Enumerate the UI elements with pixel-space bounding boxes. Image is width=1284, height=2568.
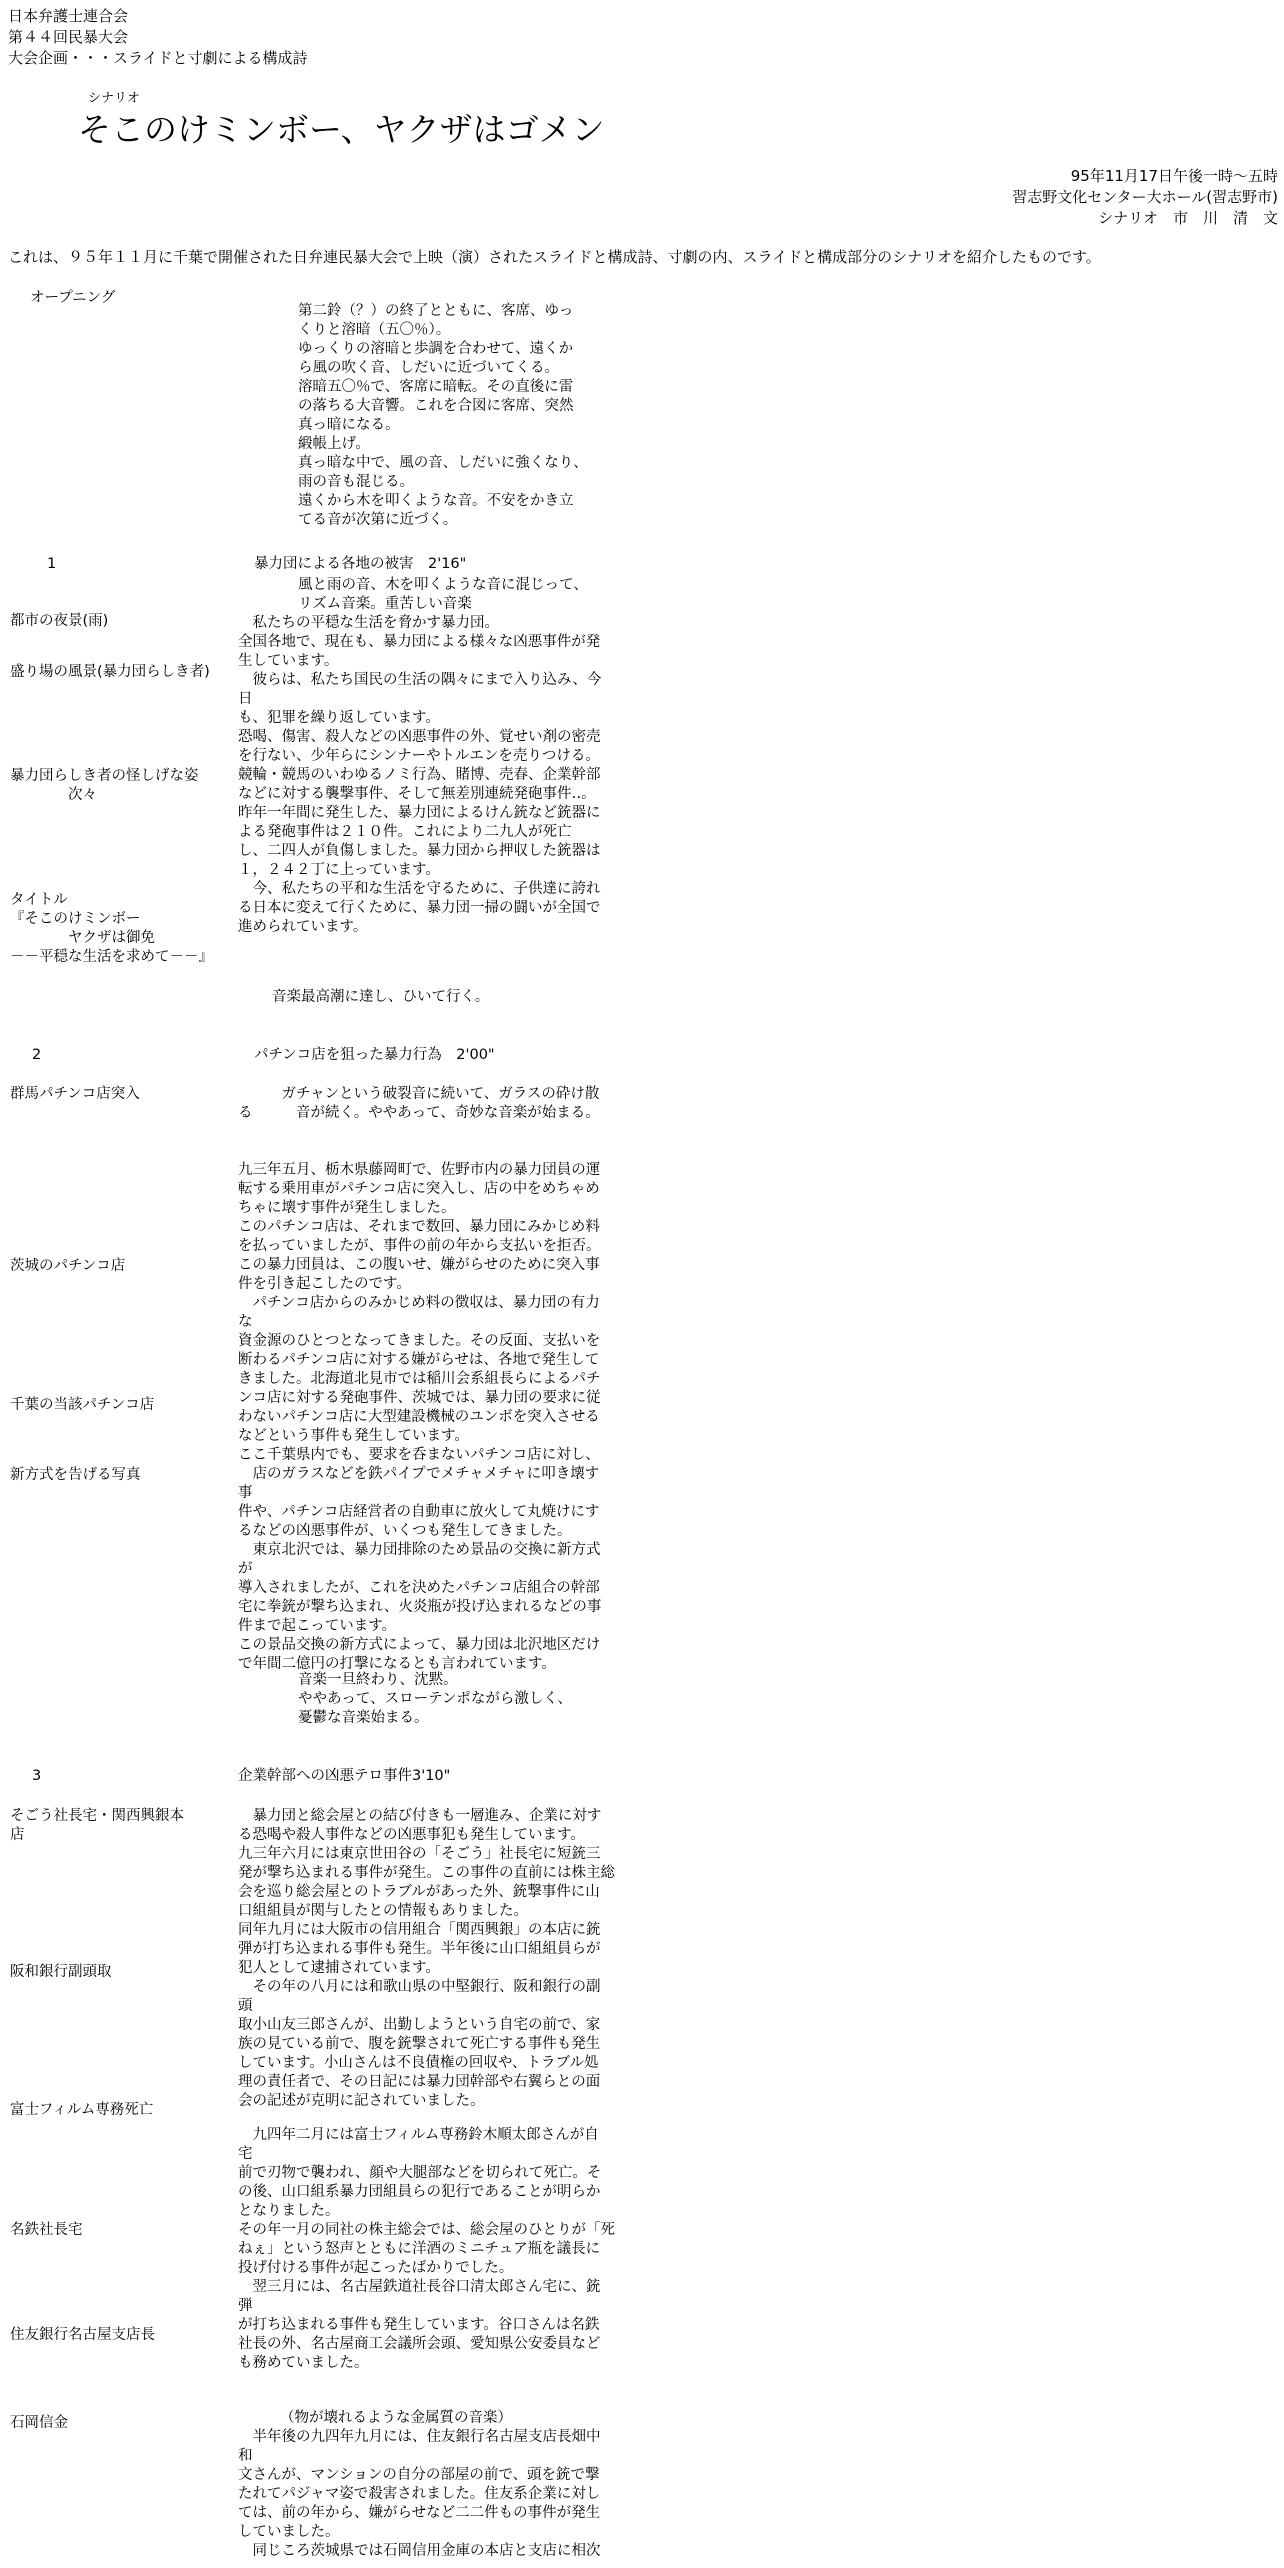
- scenario-author: シナリオ 市 川 清 文: [1098, 209, 1278, 227]
- title-ruby: シナリオ: [88, 91, 140, 106]
- opening-label: オープニング: [30, 290, 116, 306]
- opening-stage-direction: 第二鈴（？）の終了とともに、客席、ゆっ くりと溶暗（五〇％）。 ゆっくりの溶暗と歩調を合わせて、遠くか ら風の吹く音、しだいに近づいてくる。 溶暗五〇％で、客席に暗転。その直後に雷 の落ちる大音響。これを合図に客席、突然 真っ暗になる。 緞帳上げ。 真っ暗な中で、風の音、しだいに強くなり、 雨の音も混じる。 遠くから木を叩くような音。不安をかき立 てる音が次第に近づく。: [298, 303, 588, 528]
- slide-label-ibaraki: 茨城のパチンコ店: [10, 1258, 126, 1274]
- slide-label-night-view: 都市の夜景(雨): [10, 613, 109, 629]
- section-2-narration: 九三年五月、栃木県藤岡町で、佐野市内の暴力団員の運 転する乗用車がパチンコ店に突入し、店の中をめちゃめ ちゃに壊す事件が発生しました。 このパチンコ店は、それまで数回、暴力団にみかじめ料 を払っていましたが、事件の前の年から支払いを拒否。 この暴力団員は、この腹いせ、嫌がらせのために突入事 件を引き起こしたのです。 パチンコ店からのみかじめ料の徴収は、暴力団の有力 な 資金源のひとつとなってきました。その反面、支払いを 断わるパチンコ店に対する嫌がらせは、各地で発生して きました。北海道北見市では稲川会系組長らによるパチ ンコ店に対する発砲事件、茨城では、暴力団の要求に従 わないパチンコ店に大型建設機械のユンボを突入させる などという事件も発生しています。 ここ千葉県内でも、要求を呑まないパチンコ店に対し、 店のガラスなどを鉄パイプでメチャメチャに叩き壊す 事 件や、パチンコ店経営者の自動車に放火して丸焼けにす るなどの凶悪事件が、いくつも発生してきました。 東京北沢では、暴力団排除のため景品の交換に新方式 が 導入されましたが、これを決めたパチンコ店組合の幹部 宅に拳銃が撃ち込まれ、火炎瓶が投げ込まれるなどの事 件まで起こっています。 この景品交換の新方式によって、暴力団は北沢地区だけ で年間二億円の打撃になるとも言われています。: [238, 1162, 602, 1672]
- slide-label-district: 盛り場の風景(暴力団らしき者): [10, 664, 210, 680]
- intro-paragraph: これは、９５年１１月に千葉で開催された日弁連民暴大会で上映（演）されたスライドと構成詩、寸劇の内、スライドと構成部分のシナリオを紹介したものです。: [8, 248, 1101, 266]
- document-header: [8, 6, 308, 69]
- slide-label-gunma: 群馬パチンコ店突入: [10, 1086, 140, 1102]
- event-datetime: 95年11月17日午後一時～五時: [1070, 167, 1278, 185]
- slide-label-hanwa: 阪和銀行副頭取: [10, 1964, 112, 1980]
- event-meta: [1012, 166, 1278, 229]
- section-1-heading: 暴力団による各地の被害 2'16": [254, 556, 467, 572]
- slide-label-chiba: 千葉の当該パチンコ店: [10, 1397, 155, 1413]
- section-3-direction: （物が壊れるような金属質の音楽）: [280, 2410, 512, 2426]
- section-2-direction-end: 音楽一旦終わり、沈黙。 ややあって、スローテンポながら激しく、 憂鬱な音楽始まる。: [298, 1672, 573, 1726]
- program-name: 大会企画・・・スライドと寸劇による構成詩: [8, 49, 308, 67]
- event-name: 第４４回民暴大会: [8, 28, 129, 46]
- section-1-narration-2: 彼らは、私たち国民の生活の隅々にまで入り込み、今 日 も、犯罪を繰り返しています。 恐喝、傷害、殺人などの凶悪事件の外、覚せい剤の密売 を行ない、少年らにシンナーやトルエンを売りつける。 競輪・競馬のいわゆるノミ行為、賭博、売春、企業幹部 などに対する襲撃事件、そして無差別連続発砲事件‥。 昨年一年間に発生した、暴力団によるけん銃など銃器に よる発砲事件は２１０件。これにより二九人が死亡 し、二四人が負傷しました。暴力団から押収した銃器は １，２４２丁に上っています。 今、私たちの平和な生活を守るために、子供達に誇れ る日本に変えて行くために、暴力団一掃の闘いが全国で 進められています。: [238, 672, 602, 935]
- organization-name: 日本弁護士連合会: [8, 7, 129, 25]
- section-2-direction: ガチャンという破裂音に続いて、ガラスの砕け散 る 音が続く。ややあって、奇妙な音楽が始まる。: [238, 1086, 600, 1121]
- slide-label-ishioka: 石岡信金: [10, 2415, 68, 2431]
- section-1-direction: 風と雨の音、木を叩くような音に混じって、 リズム音楽。重苦しい音楽: [298, 577, 588, 612]
- event-venue: 習志野文化センター大ホール(習志野市): [1012, 188, 1278, 206]
- slide-label-title: タイトル 『そこのけミンボー ヤクザは御免 －－平穏な生活を求めて－－』: [10, 892, 213, 965]
- section-1-number: 1: [47, 556, 57, 572]
- slide-label-fuji: 富士フィルム専務死亡: [10, 2102, 154, 2118]
- section-1-direction-end: 音楽最高潮に達し、ひいて行く。: [272, 989, 490, 1005]
- section-1-narration-1: 私たちの平穏な生活を脅かす暴力団。 全国各地で、現在も、暴力団による様々な凶悪事件が発 生しています。: [238, 615, 601, 669]
- slide-label-meitetsu: 名鉄社長宅: [10, 2222, 83, 2238]
- section-3-heading: 企業幹部への凶悪テロ事件3'10": [238, 1768, 451, 1784]
- page-title: そこのけミンボー、ヤクザはゴメン: [78, 110, 605, 149]
- section-3-narration-2: 九四年二月には富士フィルム専務鈴木順太郎さんが自 宅 前で刃物で襲われ、顔や大腿部などを切られて死亡。そ の後、山口組系暴力団組員らの犯行であることが明らか となりました。 その年一月の同社の株主総会では、総会屋のひとりが「死 ねぇ」という怒声とともに洋酒のミニチュア瓶を議長に 投げ付ける事件が起こったばかりでした。 翌三月には、名古屋鉄道社長谷口清太郎さん宅に、銃 弾 が打ち込まれる事件も発生しています。谷口さんは名鉄 社長の外、名古屋商工会議所会頭、愛知県公安委員など も務めていました。: [238, 2127, 615, 2371]
- slide-label-figures: 暴力団らしき者の怪しげな姿 次々: [10, 768, 199, 803]
- section-3-narration-3: 半年後の九四年九月には、住友銀行名古屋支店長畑中 和 文さんが、マンションの自分の部屋の前で、頭を銃で撃 たれてパジャマ姿で殺害されました。住友系企業に対し ては、前の年から、嫌がらせなど二二件もの事件が発生 していました。 同じころ茨城県では石岡信用金庫の本店と支店に相次: [238, 2429, 601, 2559]
- section-2-number: 2: [32, 1047, 42, 1063]
- section-2-heading: パチンコ店を狙った暴力行為 2'00": [254, 1047, 495, 1063]
- slide-label-sumitomo: 住友銀行名古屋支店長: [10, 2327, 155, 2343]
- section-3-narration-1: 暴力団と総会屋との結び付きも一層進み、企業に対す る恐喝や殺人事件などの凶悪事犯も発生しています。 九三年六月には東京世田谷の「そごう」社長宅に短銃三 発が撃ち込まれる事件が発生。この事件の直前には株主総 会を巡り総会屋とのトラブルがあった外、銃撃事件に山 口組組員が関与したとの情報もありました。 同年九月には大阪市の信用組合「関西興銀」の本店に銃 弾が打ち込まれる事件も発生。半年後に山口組組員らが 犯人として逮捕されています。 その年の八月には和歌山県の中堅銀行、阪和銀行の副 頭 取小山友三郎さんが、出勤しようという自宅の前で、家 族の見ている前で、腹を銃撃されて死亡する事件も発生 しています。小山さんは不良債権の回収や、トラブル処 理の責任者で、その日記には暴力団幹部や右翼らとの面 会の記述が克明に記されていました。: [238, 1808, 615, 2109]
- section-3-number: 3: [32, 1768, 42, 1784]
- slide-label-photo: 新方式を告げる写真: [10, 1467, 141, 1483]
- slide-label-sogo: そごう社長宅・関西興銀本 店: [10, 1808, 184, 1843]
